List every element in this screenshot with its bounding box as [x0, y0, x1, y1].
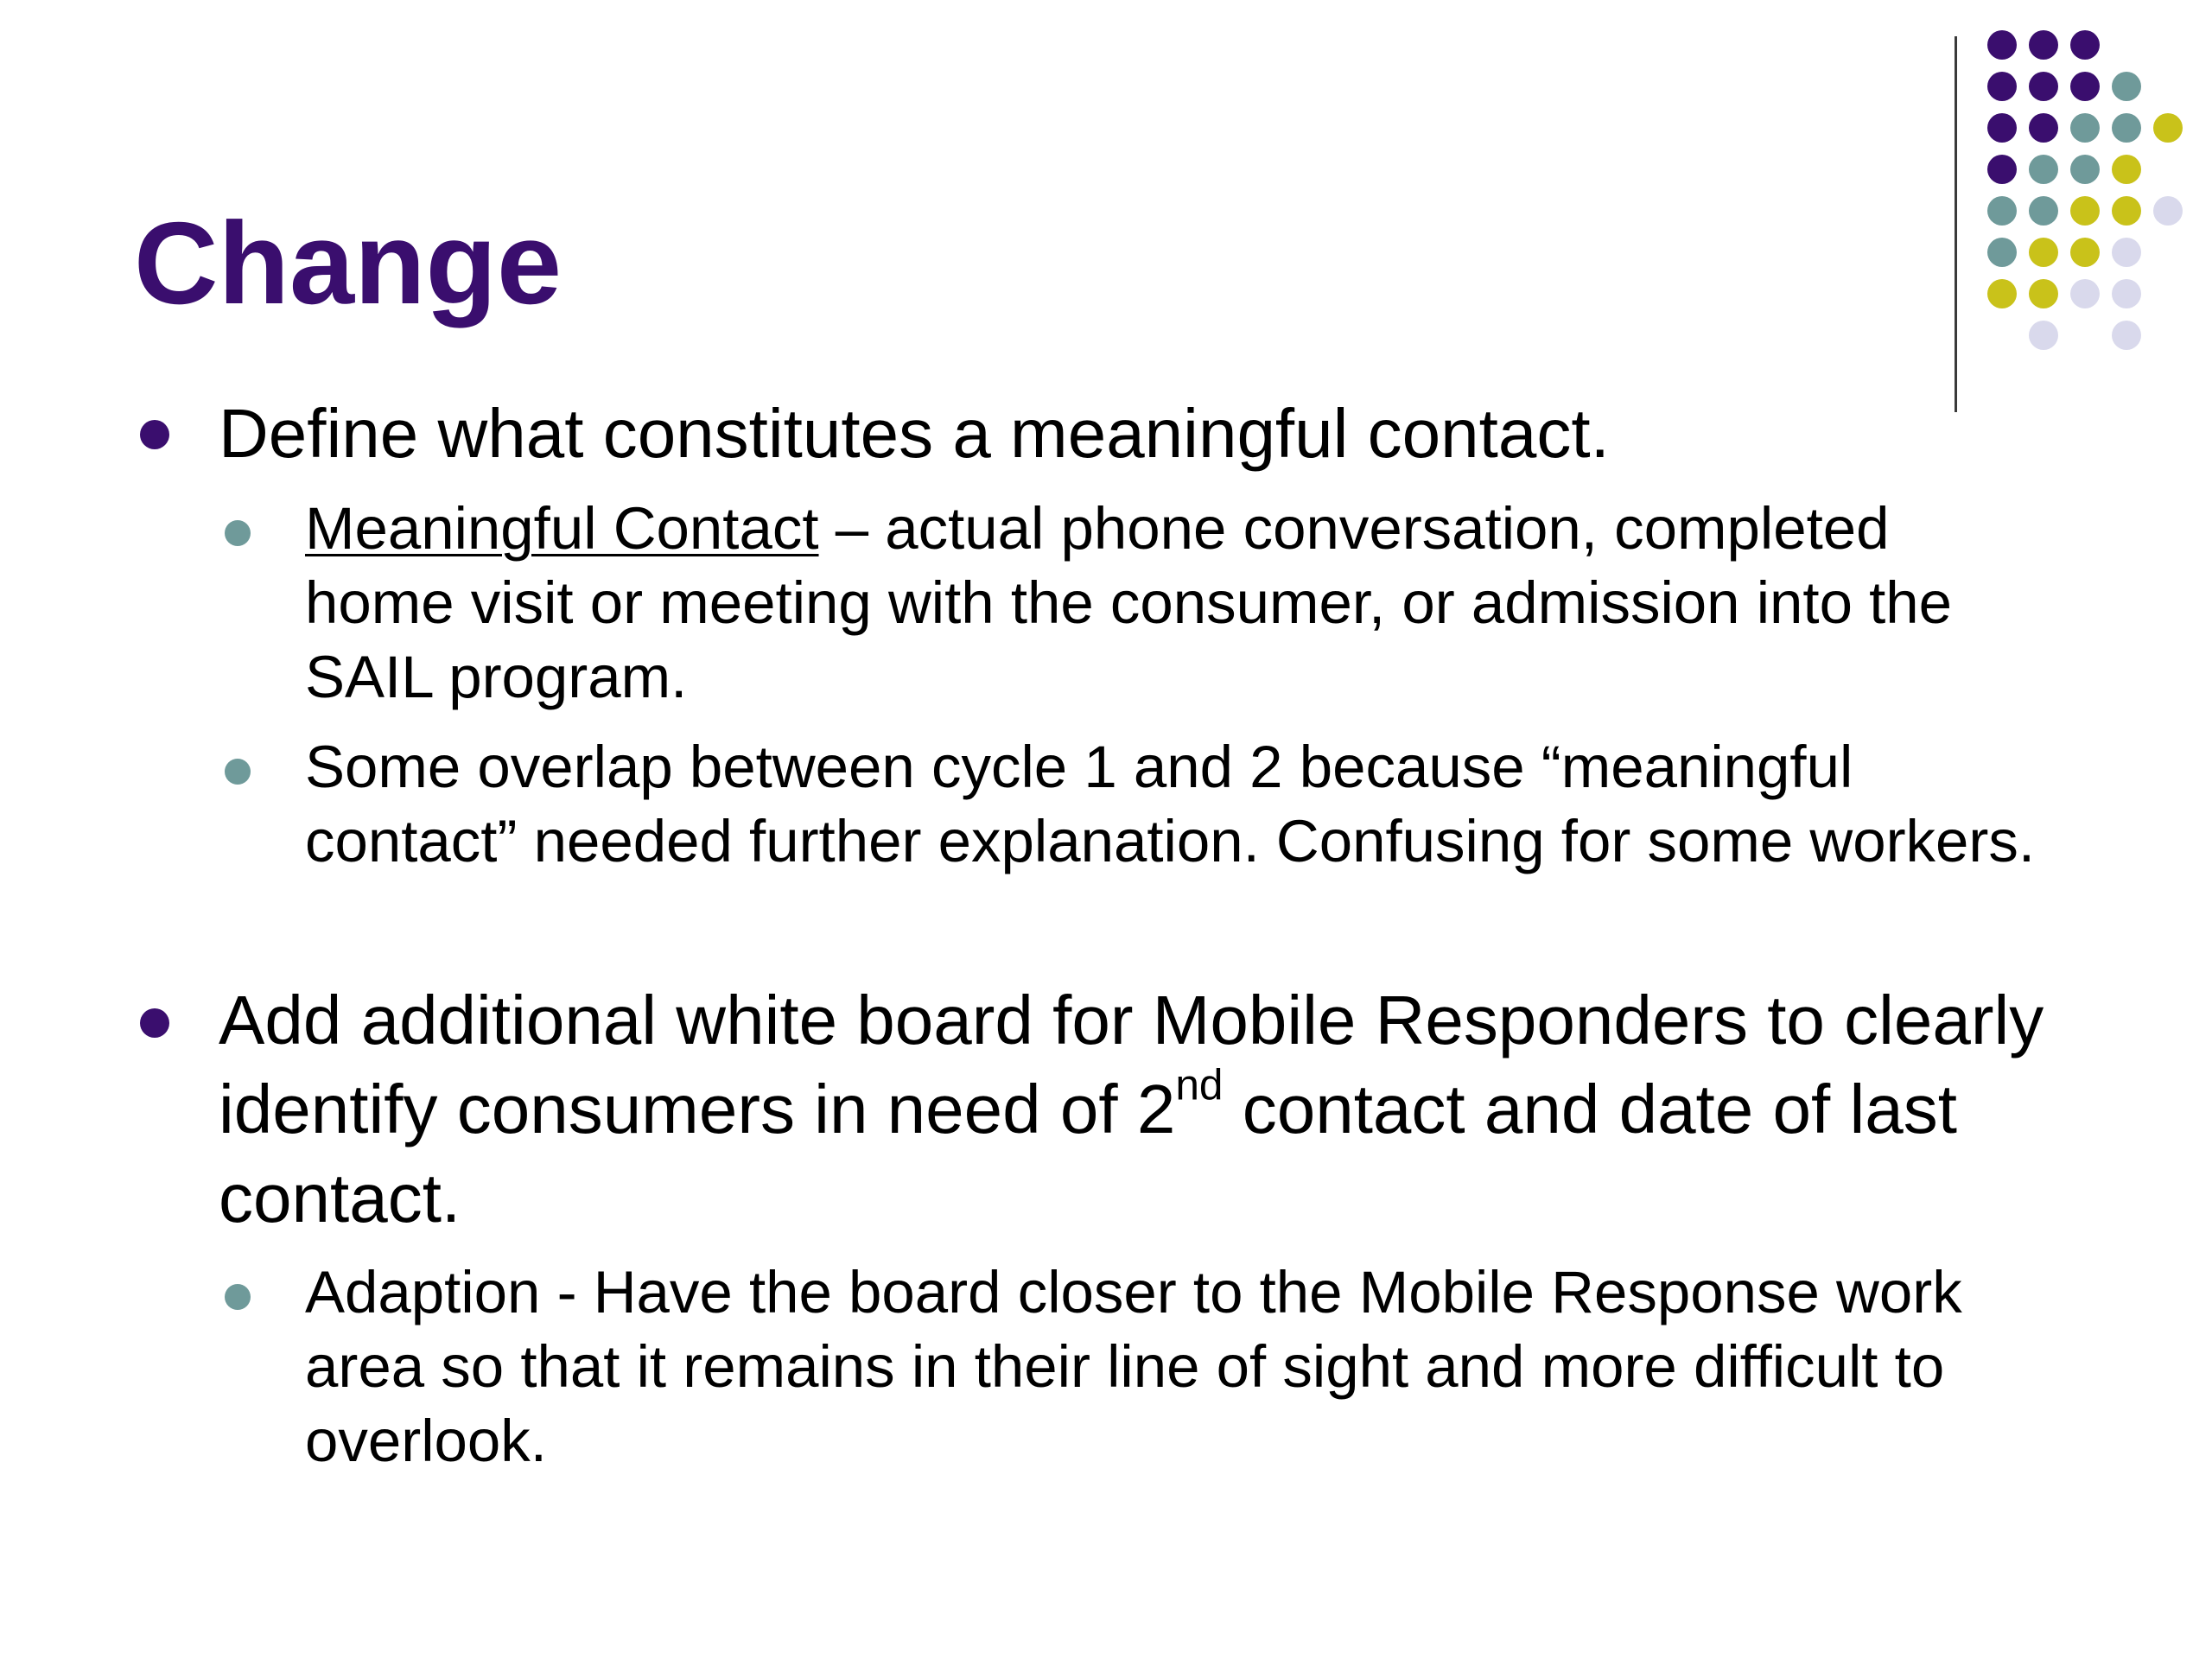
- title-divider-line: [1955, 36, 1957, 412]
- sub-bullet-2-1-text: Adaption - Have the board closer to the Mobile Response work area so that it remains in their line of sight and more difficult to overlook.: [305, 1259, 1962, 1474]
- decorative-dot: [1987, 238, 2017, 267]
- decorative-dot: [2070, 72, 2100, 101]
- decorative-dot: [2112, 113, 2141, 143]
- decorative-dot: [1987, 30, 2017, 60]
- decorative-dot: [2029, 321, 2058, 350]
- decorative-dot: [1987, 113, 2017, 143]
- bullet-2-superscript: nd: [1175, 1060, 1224, 1109]
- sub-bullet-2-1-marker: [225, 1284, 251, 1310]
- decorative-dot: [2112, 196, 2141, 226]
- decorative-dot: [2153, 113, 2183, 143]
- sub-bullet-1-1-body: – actual phone conversation, completed home visit or meeting with the consumer, or admission into the SAIL program.: [305, 495, 1953, 710]
- sub-bullet-1-1-text: [305, 492, 2042, 715]
- decorative-dot: [1987, 196, 2017, 226]
- decorative-dot: [2029, 113, 2058, 143]
- bullet-1-marker: [140, 420, 169, 449]
- decorative-dot: [1987, 279, 2017, 308]
- bullet-2-marker: [140, 1008, 169, 1038]
- decorative-dot: [2029, 196, 2058, 226]
- decorative-dot: [2070, 196, 2100, 226]
- decorative-dot: [2112, 279, 2141, 308]
- decorative-dot: [2070, 30, 2100, 60]
- decorative-dot: [2112, 238, 2141, 267]
- sub-bullet-1-2-text: Some overlap between cycle 1 and 2 because “meaningful contact” needed further explanation. Confusing for some workers.: [305, 734, 2036, 874]
- sub-bullet-1-1-marker: [225, 520, 251, 546]
- decorative-dot: [2029, 30, 2058, 60]
- decorative-dot: [2070, 155, 2100, 184]
- decorative-dot: [2070, 113, 2100, 143]
- decorative-dot: [2153, 196, 2183, 226]
- bullet-2-text-end: contact and date of last contact.: [219, 1071, 1957, 1236]
- decorative-dot: [1987, 72, 2017, 101]
- decorative-dot: [2029, 155, 2058, 184]
- decorative-dot: [2070, 279, 2100, 308]
- decorative-dot-grid: [1987, 30, 2212, 376]
- decorative-dot: [2112, 155, 2141, 184]
- bullet-2-text-start: Add additional white board for Mobile Responders to clearly identify consumers in need of 2: [219, 982, 2044, 1147]
- decorative-dot: [2112, 321, 2141, 350]
- decorative-dot: [2029, 238, 2058, 267]
- decorative-dot: [2029, 72, 2058, 101]
- decorative-dot: [1987, 155, 2017, 184]
- bullet-1-text: Define what constitutes a meaningful contact.: [219, 395, 1610, 472]
- decorative-dot: [2112, 72, 2141, 101]
- sub-bullet-1-2-marker: [225, 759, 251, 785]
- decorative-dot: [2070, 238, 2100, 267]
- slide-title: Change: [134, 198, 563, 328]
- decorative-dot: [2029, 279, 2058, 308]
- sub-bullet-1-1-term: Meaningful Contact: [305, 495, 819, 562]
- bullet-2-text: [219, 976, 2076, 1243]
